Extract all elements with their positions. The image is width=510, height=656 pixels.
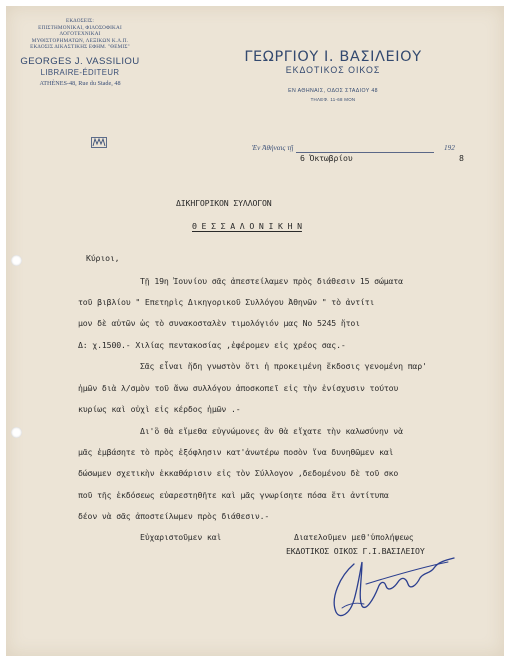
- body-line: δώσωμεν σχετικὴν ἐκκαθάρισιν εἰς τὸν Σύλλογον ,δεδομένου δὲ τοῦ σκο: [78, 468, 399, 478]
- publisher-phone: ΤΗΛΕΦ. 11-68 ΜΟΝ: [310, 97, 356, 102]
- body-line: ποῦ τῆς ἐκδόσεως εὐαρεστηθῆτε καὶ μᾶς γνωρίσητε πόσα ἔτι ἀντίτυπα: [78, 490, 389, 500]
- recipient-line-2: Θ Ε Σ Σ Α Λ Ο Ν Ι Κ Η Ν: [192, 221, 302, 231]
- body-line: μᾶς ἐμβάσητε τὸ πρὸς ἐξόφλησιν κατ'ἀνωτέρω ποσὸν ἵνα δυνηθῶμεν καὶ: [78, 447, 394, 457]
- monogram-logo: [91, 137, 107, 148]
- body-line: Σᾶς εἶναι ἤδη γνωστὸν ὅτι ἡ προκειμένη ἔκδοσις γενομένη παρ': [140, 361, 427, 371]
- body-line: Δι'ὃ θὰ εἴμεθα εὐγνώμονες ἂν θὰ εἴχατε τὴν καλωσύνην νὰ: [140, 426, 403, 436]
- services-line: ΜΥΘΙΣΤΟΡΗΜΑΤΩΝ, ΛΕΞΙΚΩΝ Κ.Λ.Π.: [31, 37, 129, 44]
- date-typed: 6 Ὀκτωβρίου: [300, 153, 353, 163]
- services-line: ΛΟΓΟΤΕΧΝΙΚΑΙ: [59, 31, 101, 38]
- closing-thanks: Εὐχαριστοῦμεν καὶ: [140, 532, 222, 542]
- body-line: ἡμῶν διὰ λ/σμὸν τοῦ ἄνω συλλόγου ἀποσκοπεῖ εἰς τὴν ἐνίσχυσιν τούτου: [78, 383, 399, 393]
- publisher-address-latin: ATHÈNES-48, Rue du Stade, 48: [39, 79, 121, 87]
- signature-block: ΕΚΔΟΤΙΚΟΣ ΟΙΚΟΣ Γ.Ι.ΒΑΣΙΛΕΙΟΥ: [286, 546, 425, 556]
- salutation: Κύριοι,: [86, 253, 120, 263]
- punch-hole: [11, 255, 22, 266]
- handwritten-signature: [322, 554, 472, 622]
- services-line: ΕΠΙΣΤΗΜΟΝΙΚΑΙ, ΦΙΛΟΣΟΦΙΚΑΙ: [38, 24, 122, 31]
- services-heading: ΕΚΔΟΣΕΙΣ:: [65, 18, 95, 24]
- body-line: τοῦ βιβλίου " Επετηρὶς Δικηγορικοῦ Συλλόγου Ἀθηνῶν " τὸ ἀντίτι: [78, 297, 375, 307]
- publisher-name-latin: GEORGES J. VASSILIOU: [20, 55, 140, 67]
- publisher-name-greek: ΓΕΩΡΓΙΟΥ Ι. ΒΑΣΙΛΕΙΟΥ: [244, 49, 422, 65]
- body-line: κυρίως καὶ οὐχὶ εἰς κέρδος ἡμῶν .-: [78, 404, 241, 414]
- year-prefix: 192: [444, 144, 455, 152]
- date-printed-label: Ἐν Ἀθήναις τῇ: [252, 144, 294, 152]
- letter-sheet: [6, 6, 504, 656]
- body-line: Δ: χ.1500.- Χιλίας πεντακοσίας ,ἐφέρομεν εἰς χρέος σας.-: [78, 340, 346, 350]
- body-line: δέον νὰ σᾶς ἀποστείλωμεν πρὸς διάθεσιν.-: [78, 511, 270, 521]
- closing-regards: Διατελοῦμεν μεθ'ὑπολήψεως: [294, 532, 414, 542]
- body-line: Τῇ 19η Ἰουνίου σᾶς ἀπεστείλαμεν πρὸς διάθεσιν 15 σώματα: [140, 276, 403, 286]
- punch-hole: [11, 427, 22, 438]
- publisher-address-greek: ΕΝ ΑΘΗΝΑΙΣ, ΟΔΟΣ ΣΤΑΔΙΟΥ 48: [288, 88, 378, 94]
- publisher-subtitle: ΕΚΔΟΤΙΚΟΣ ΟΙΚΟΣ: [285, 65, 381, 75]
- letterhead-right: [229, 49, 437, 102]
- publisher-role: LIBRAIRE-ÉDITEUR: [40, 67, 120, 77]
- recipient-line-1: ΔΙΚΗΓΟΡΙΚΟΝ ΣΥΛΛΟΓΟΝ: [176, 198, 272, 208]
- body-line: μον δὲ αὐτῶν ὡς τὸ συνακοσταλὲν τιμολόγιόν μας Νο 5245 ἤτοι: [78, 318, 360, 328]
- year-digit: 8: [459, 153, 464, 163]
- services-line: ΕΚΔΟΣΙΣ ΔΙΚΑΣΤΙΚΗΣ ΕΦΗΜ. "ΘΕΜΙΣ": [30, 44, 130, 51]
- letterhead-left: [20, 18, 140, 87]
